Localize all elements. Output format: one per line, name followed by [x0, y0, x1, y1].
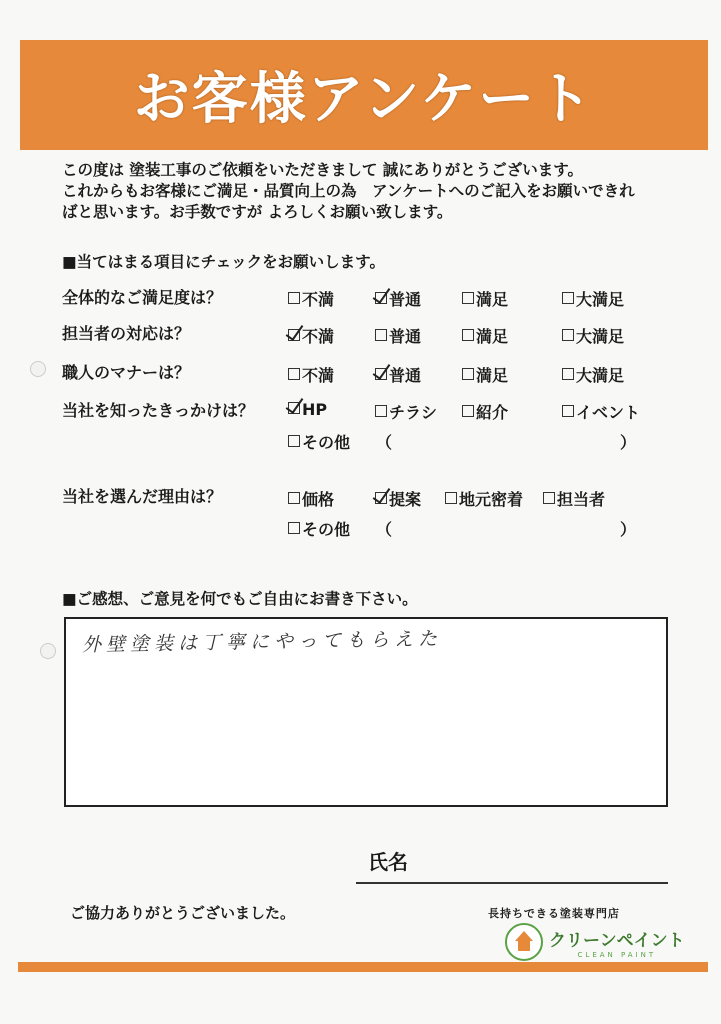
option-checkbox[interactable]: 不満: [288, 287, 334, 310]
option-checkbox[interactable]: 紹介: [462, 400, 508, 423]
company-logo: [505, 923, 685, 961]
title-banner: [20, 40, 708, 150]
option-checkbox[interactable]: 大満足: [562, 324, 624, 347]
name-label: 氏名: [368, 850, 408, 874]
section-heading-comments: ■ご感想、ご意見を何でもご自由にお書き下さい。: [62, 590, 418, 608]
paren-close: ）: [620, 433, 637, 452]
option-checkbox[interactable]: 担当者: [543, 487, 605, 510]
checkmark-icon[interactable]: [375, 492, 387, 504]
option-checkbox-other[interactable]: その他: [288, 517, 350, 540]
option-checkbox[interactable]: 地元密着: [445, 487, 523, 510]
question-staff-response: 担当者の対応は？: [62, 324, 191, 343]
intro-line: ばと思います。お手数ですが よろしくお願い致します。: [62, 203, 453, 221]
checkbox-icon[interactable]: [562, 292, 574, 304]
option-checkbox[interactable]: 満足: [462, 287, 508, 310]
option-checkbox[interactable]: 不満: [288, 363, 334, 386]
checkbox-icon[interactable]: [543, 492, 555, 504]
comment-field[interactable]: [64, 617, 668, 807]
name-field-line[interactable]: [356, 882, 668, 884]
question-why-chose-us: 当社を選んだ理由は？: [62, 487, 223, 506]
paren-open: （: [376, 520, 393, 539]
option-checkbox[interactable]: チラシ: [375, 400, 437, 423]
option-checkbox[interactable]: 価格: [288, 487, 334, 510]
checkmark-icon[interactable]: [375, 292, 387, 304]
intro-text: [62, 160, 672, 223]
checkbox-icon[interactable]: [462, 368, 474, 380]
option-checkbox-checked[interactable]: HP: [288, 400, 327, 419]
checkbox-icon[interactable]: [375, 329, 387, 341]
checkbox-icon[interactable]: [288, 435, 300, 447]
question-overall-satisfaction: 全体的なご満足度は？: [62, 288, 223, 307]
footer-accent-bar: [18, 962, 708, 972]
checkbox-icon[interactable]: [462, 292, 474, 304]
page-title: お客様アンケート: [133, 67, 595, 132]
option-checkbox-checked[interactable]: 提案: [375, 487, 421, 510]
intro-line: この度は 塗装工事のご依頼をいただきまして 誠にありがとうございます。: [62, 161, 584, 179]
option-checkbox-other[interactable]: その他: [288, 430, 350, 453]
checkbox-icon[interactable]: [288, 522, 300, 534]
punch-hole-mark: [40, 643, 56, 659]
option-checkbox[interactable]: 満足: [462, 324, 508, 347]
logo-name-en: CLEAN PAINT: [577, 950, 657, 959]
checkbox-icon[interactable]: [375, 405, 387, 417]
thanks-message: ご協力ありがとうございました。: [70, 904, 296, 922]
option-checkbox[interactable]: 普通: [375, 324, 421, 347]
company-tagline: 長持ちできる塗装専門店: [488, 907, 620, 920]
option-checkbox[interactable]: 満足: [462, 363, 508, 386]
logo-name: クリーンペイント: [549, 930, 685, 951]
option-checkbox[interactable]: 大満足: [562, 287, 624, 310]
option-checkbox[interactable]: イベント: [562, 400, 640, 423]
checkmark-icon[interactable]: [288, 402, 300, 414]
checkmark-icon[interactable]: [375, 368, 387, 380]
checkbox-icon[interactable]: [288, 492, 300, 504]
checkbox-icon[interactable]: [462, 405, 474, 417]
checkbox-icon[interactable]: [562, 368, 574, 380]
question-how-found-us: 当社を知ったきっかけは？: [62, 401, 255, 420]
checkbox-icon[interactable]: [462, 329, 474, 341]
section-heading-checks: ■当てはまる項目にチェックをお願いします。: [62, 253, 385, 271]
checkmark-icon[interactable]: [288, 329, 300, 341]
checkbox-icon[interactable]: [562, 329, 574, 341]
paren-open: （: [376, 433, 393, 452]
question-craftsman-manners: 職人のマナーは？: [62, 363, 191, 382]
checkbox-icon[interactable]: [445, 492, 457, 504]
intro-line: これからもお客様にご満足・品質向上の為 アンケートへのご記入をお願いできれ: [62, 182, 635, 200]
checkbox-icon[interactable]: [562, 405, 574, 417]
option-checkbox-checked[interactable]: 普通: [375, 363, 421, 386]
house-logo-icon: [505, 923, 543, 961]
option-checkbox-checked[interactable]: 不満: [288, 324, 334, 347]
paren-close: ）: [620, 520, 637, 539]
comment-handwritten-text: 外壁塗装は丁寧にやってもらえた: [81, 627, 443, 657]
checkbox-icon[interactable]: [288, 368, 300, 380]
option-checkbox[interactable]: 大満足: [562, 363, 624, 386]
punch-hole-mark: [30, 361, 46, 377]
checkbox-icon[interactable]: [288, 292, 300, 304]
option-checkbox-checked[interactable]: 普通: [375, 287, 421, 310]
